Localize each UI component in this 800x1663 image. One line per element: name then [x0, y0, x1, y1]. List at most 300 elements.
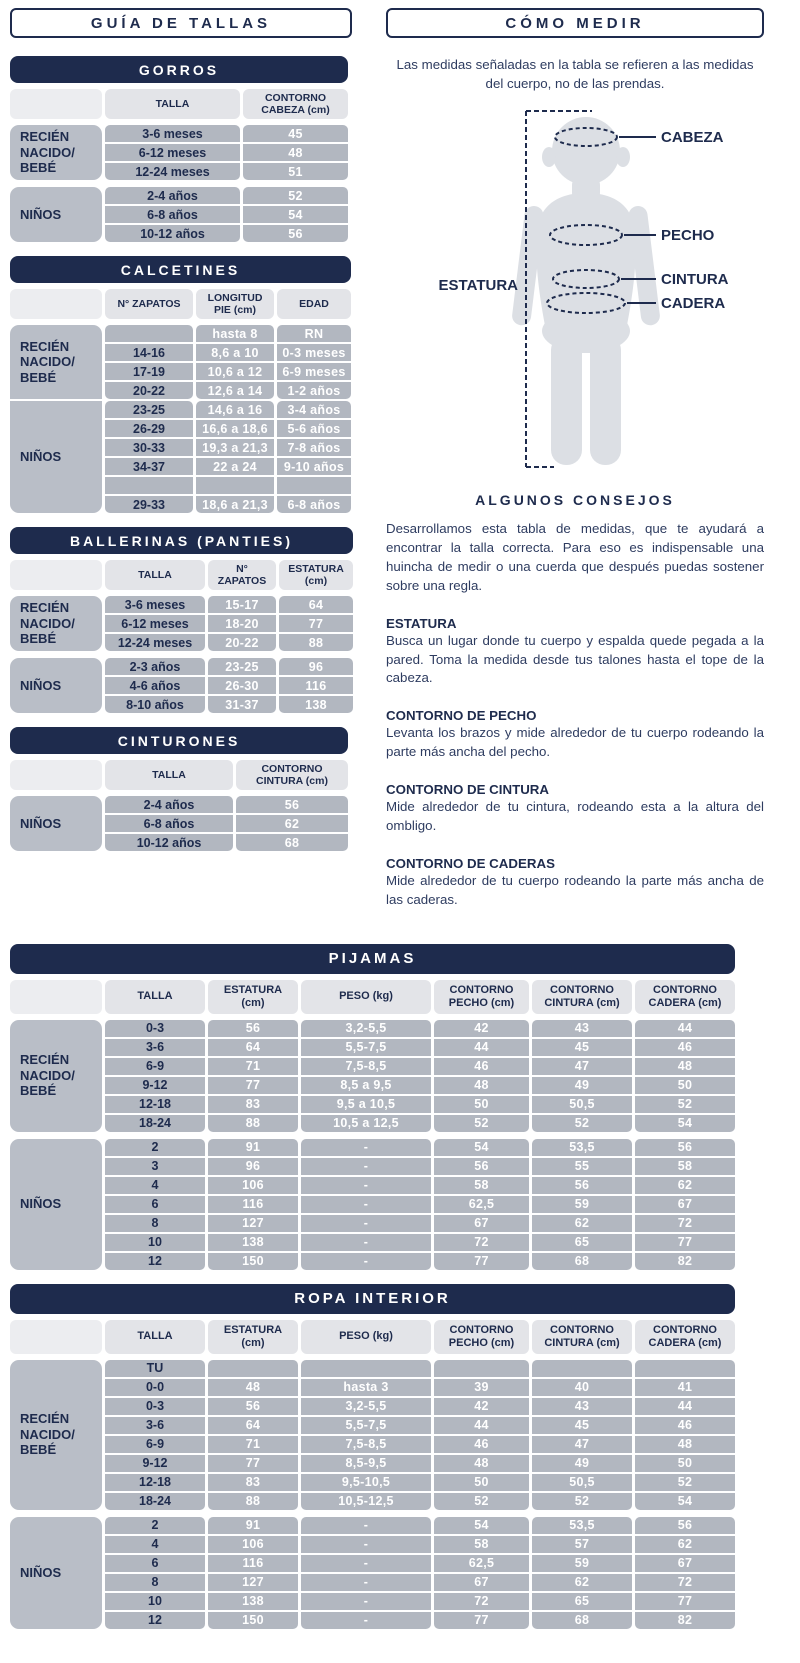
column-header: TALLA	[105, 980, 205, 1014]
cell: 50	[635, 1455, 735, 1472]
cell: 5,5-7,5	[301, 1039, 431, 1056]
cell: 65	[532, 1234, 632, 1251]
cell: 3-4 años	[277, 401, 351, 418]
cell: 45	[243, 125, 348, 142]
cell: 31-37	[208, 696, 276, 713]
cell: 82	[635, 1253, 735, 1270]
cell: 10,5-12,5	[301, 1493, 431, 1510]
column-header: CONTORNO PECHO (cm)	[434, 1320, 529, 1354]
cell: 0-0	[105, 1379, 205, 1396]
cell: 50	[635, 1077, 735, 1094]
cell: 6-9 meses	[277, 363, 351, 380]
cell: 52	[243, 187, 348, 204]
wide-tables	[10, 944, 790, 1629]
cell: 12-18	[105, 1096, 205, 1113]
cell: RN	[277, 325, 351, 342]
cell	[105, 477, 193, 494]
cell: 39	[434, 1379, 529, 1396]
cell: 138	[279, 696, 353, 713]
cell: 88	[208, 1493, 298, 1510]
rows	[105, 796, 348, 851]
rows	[105, 1360, 735, 1510]
cell: 18-20	[208, 615, 276, 632]
cell: 116	[279, 677, 353, 694]
cell: 46	[434, 1058, 529, 1075]
column-header: CONTORNO CINTURA (cm)	[236, 760, 348, 790]
cell: 6	[105, 1555, 205, 1572]
rows	[105, 125, 348, 180]
cell: 68	[236, 834, 348, 851]
rows	[105, 1139, 735, 1270]
cell: 20-22	[208, 634, 276, 651]
cell: 62	[532, 1574, 632, 1591]
cell: 56	[208, 1020, 298, 1037]
row-group	[10, 401, 351, 513]
column-header: TALLA	[105, 1320, 205, 1354]
cell: 46	[635, 1039, 735, 1056]
cell: 30-33	[105, 439, 193, 456]
rows	[105, 187, 348, 242]
cell: 3	[105, 1158, 205, 1175]
group-label: NIÑOS	[10, 1517, 102, 1629]
row-group	[10, 1360, 735, 1510]
cell: 9,5-10,5	[301, 1474, 431, 1491]
cell: 49	[532, 1077, 632, 1094]
cell: 65	[532, 1593, 632, 1610]
cell: 46	[434, 1436, 529, 1453]
cell: 56	[236, 796, 348, 813]
cell: 72	[635, 1215, 735, 1232]
cell: 62,5	[434, 1555, 529, 1572]
cell: 41	[635, 1379, 735, 1396]
table-body	[10, 596, 353, 713]
cell: 50	[434, 1096, 529, 1113]
cell: 3-6 meses	[105, 125, 240, 142]
size-tables	[10, 56, 352, 851]
cell: 12,6 a 14	[196, 382, 274, 399]
rows	[105, 1020, 735, 1132]
table-header-row	[10, 560, 353, 590]
cell: 52	[635, 1096, 735, 1113]
cell: 58	[434, 1177, 529, 1194]
how-to-measure-title: CÓMO MEDIR	[386, 8, 764, 38]
table-body	[10, 1360, 735, 1629]
cell: 77	[635, 1234, 735, 1251]
cell: hasta 8	[196, 325, 274, 342]
cell: 83	[208, 1096, 298, 1113]
cell: 47	[532, 1436, 632, 1453]
cell: 91	[208, 1139, 298, 1156]
tip-contorno-cintura	[386, 782, 764, 836]
cell: 22 a 24	[196, 458, 274, 475]
cell: 48	[635, 1058, 735, 1075]
cell: 67	[434, 1574, 529, 1591]
size-guide-column	[10, 8, 352, 865]
cell: 62	[236, 815, 348, 832]
cell: 2	[105, 1517, 205, 1534]
cell: 42	[434, 1020, 529, 1037]
cell: 59	[532, 1196, 632, 1213]
row-group	[10, 125, 348, 180]
table-title-bar: CALCETINES	[10, 256, 351, 283]
cell: -	[301, 1555, 431, 1572]
cell: 16,6 a 18,6	[196, 420, 274, 437]
cell: 62	[635, 1536, 735, 1553]
how-to-measure-column	[386, 8, 764, 930]
cell	[208, 1360, 298, 1377]
cell: 26-30	[208, 677, 276, 694]
cell: 2-4 años	[105, 796, 233, 813]
cell: 8,5 a 9,5	[301, 1077, 431, 1094]
cell: 50,5	[532, 1096, 632, 1113]
cell: 8	[105, 1574, 205, 1591]
cell: -	[301, 1234, 431, 1251]
cell: 55	[532, 1158, 632, 1175]
column-header: TALLA	[105, 89, 240, 119]
cell: 72	[635, 1574, 735, 1591]
row-group	[10, 658, 353, 713]
cell: 52	[434, 1115, 529, 1132]
tip-heading: CONTORNO DE CINTURA	[386, 782, 550, 798]
measure-intro-text: Las medidas señaladas en la tabla se refieren a las medidas del cuerpo, no de las prendas.	[396, 57, 754, 91]
column-header: TALLA	[105, 760, 233, 790]
cell: 67	[434, 1215, 529, 1232]
group-label: NIÑOS	[10, 187, 102, 242]
cell: 56	[635, 1517, 735, 1534]
size-table-cinturones	[10, 727, 348, 851]
row-group	[10, 796, 348, 851]
cell: 72	[434, 1234, 529, 1251]
cell: 138	[208, 1234, 298, 1251]
cell: 10,5 a 12,5	[301, 1115, 431, 1132]
cell: 96	[279, 658, 353, 675]
tip-heading: CONTORNO DE PECHO	[386, 708, 537, 724]
cell: 18-24	[105, 1493, 205, 1510]
group-label: RECIÉN NACIDO/ BEBÉ	[10, 125, 102, 180]
cell: 20-22	[105, 382, 193, 399]
cell: 54	[635, 1493, 735, 1510]
cell: 26-29	[105, 420, 193, 437]
cell: 82	[635, 1612, 735, 1629]
cell	[105, 325, 193, 342]
size-table-ballerinas	[10, 527, 353, 713]
row-group	[10, 187, 348, 242]
cadera-label: CADERA	[661, 295, 726, 313]
cell: 116	[208, 1196, 298, 1213]
child-silhouette	[511, 117, 661, 465]
cell: 77	[279, 615, 353, 632]
cell	[635, 1360, 735, 1377]
cell: 6-8 años	[105, 815, 233, 832]
cell: 106	[208, 1536, 298, 1553]
cell: 4	[105, 1536, 205, 1553]
cell: 12	[105, 1253, 205, 1270]
size-table-calcetines	[10, 256, 351, 513]
wide-table-ropa-interior	[10, 1284, 735, 1629]
column-header: CONTORNO CINTURA (cm)	[532, 1320, 632, 1354]
tip-heading: ESTATURA	[386, 615, 457, 631]
tip-heading: CONTORNO DE CADERAS	[386, 855, 555, 871]
cell: 17-19	[105, 363, 193, 380]
cell: 2-3 años	[105, 658, 205, 675]
column-header: CONTORNO PECHO (cm)	[434, 980, 529, 1014]
cell: 3-6	[105, 1417, 205, 1434]
cell: 3-6 meses	[105, 596, 205, 613]
cell: 8	[105, 1215, 205, 1232]
cell: 62	[635, 1177, 735, 1194]
cell: 116	[208, 1555, 298, 1572]
column-header: ESTATURA (cm)	[208, 980, 298, 1014]
cell: 5,5-7,5	[301, 1417, 431, 1434]
table-title-bar: CINTURONES	[10, 727, 348, 754]
cell: hasta 3	[301, 1379, 431, 1396]
cell: 56	[208, 1398, 298, 1415]
column-header: PESO (kg)	[301, 1320, 431, 1354]
cell: 62	[532, 1215, 632, 1232]
corner-cell	[10, 560, 102, 590]
table-body	[10, 1020, 735, 1270]
cell	[301, 1360, 431, 1377]
group-label: RECIÉN NACIDO/ BEBÉ	[10, 1360, 102, 1510]
size-guide-title: GUÍA DE TALLAS	[10, 8, 352, 38]
tips-title: ALGUNOS CONSEJOS	[475, 492, 675, 509]
cell: 64	[208, 1417, 298, 1434]
cell: 12	[105, 1612, 205, 1629]
cell: 49	[532, 1455, 632, 1472]
cell: 12-24 meses	[105, 163, 240, 180]
cell: -	[301, 1158, 431, 1175]
cell: 6-9	[105, 1058, 205, 1075]
cell: 52	[635, 1474, 735, 1491]
cabeza-label: CABEZA	[661, 129, 724, 147]
row-group	[10, 596, 353, 651]
group-label: RECIÉN NACIDO/ BEBÉ	[10, 596, 102, 651]
cell: 44	[635, 1020, 735, 1037]
table-title-bar: PIJAMAS	[10, 944, 735, 974]
cell: 0-3 meses	[277, 344, 351, 361]
cell: 72	[434, 1593, 529, 1610]
cell: 44	[635, 1398, 735, 1415]
cell: 3,2-5,5	[301, 1020, 431, 1037]
cell: 12-24 meses	[105, 634, 205, 651]
cell: 18-24	[105, 1115, 205, 1132]
cell: 150	[208, 1253, 298, 1270]
table-title-bar: ROPA INTERIOR	[10, 1284, 735, 1314]
cell: 56	[434, 1158, 529, 1175]
corner-cell	[10, 1320, 102, 1354]
cell: 44	[434, 1417, 529, 1434]
cell: 3,2-5,5	[301, 1398, 431, 1415]
cell: 1-2 años	[277, 382, 351, 399]
cell: 23-25	[208, 658, 276, 675]
cell: 56	[243, 225, 348, 242]
column-header: N° ZAPATOS	[208, 560, 276, 590]
cell: 48	[243, 144, 348, 161]
cell: 12-18	[105, 1474, 205, 1491]
cell: 64	[208, 1039, 298, 1056]
tips-intro: Desarrollamos esta tabla de medidas, que te ayudará a encontrar la talla correcta. Para eso es indispensable una huincha de medir o una cuerda que después puedas sostener sobre una regla.	[386, 521, 764, 593]
cell: 6-8 años	[105, 206, 240, 223]
table-header-row	[10, 289, 351, 319]
cell: -	[301, 1574, 431, 1591]
cell: 67	[635, 1555, 735, 1572]
cell: 6	[105, 1196, 205, 1213]
tip-contorno-pecho	[386, 708, 764, 762]
cell: -	[301, 1612, 431, 1629]
rows	[105, 401, 351, 513]
pecho-label: PECHO	[661, 227, 715, 245]
cell: 48	[208, 1379, 298, 1396]
cell: 2-4 años	[105, 187, 240, 204]
wide-table-pijamas	[10, 944, 735, 1270]
column-header: EDAD	[277, 289, 351, 319]
cell: 150	[208, 1612, 298, 1629]
cell: 77	[635, 1593, 735, 1610]
cell: 7,5-8,5	[301, 1436, 431, 1453]
cell: 10	[105, 1234, 205, 1251]
cell: 43	[532, 1398, 632, 1415]
column-header: CONTORNO CADERA (cm)	[635, 1320, 735, 1354]
cell: -	[301, 1196, 431, 1213]
cell: 7,5-8,5	[301, 1058, 431, 1075]
corner-cell	[10, 760, 102, 790]
cell: 8,5-9,5	[301, 1455, 431, 1472]
cell: 45	[532, 1417, 632, 1434]
cell: 58	[635, 1158, 735, 1175]
top-section	[10, 8, 790, 930]
cell: 48	[635, 1436, 735, 1453]
cell: 45	[532, 1039, 632, 1056]
cell: 19,3 a 21,3	[196, 439, 274, 456]
cell: 67	[635, 1196, 735, 1213]
group-label: NIÑOS	[10, 796, 102, 851]
cell: 127	[208, 1574, 298, 1591]
cell: 53,5	[532, 1139, 632, 1156]
cell: 18,6 a 21,3	[196, 496, 274, 513]
cell: 15-17	[208, 596, 276, 613]
cell: 54	[434, 1517, 529, 1534]
column-header: LONGITUD PIE (cm)	[196, 289, 274, 319]
cell: 52	[434, 1493, 529, 1510]
cell: 47	[532, 1058, 632, 1075]
row-group	[10, 1517, 735, 1629]
cell: 68	[532, 1612, 632, 1629]
corner-cell	[10, 89, 102, 119]
cell: 106	[208, 1177, 298, 1194]
row-group	[10, 325, 351, 399]
rows	[105, 325, 351, 399]
cell: 6-12 meses	[105, 615, 205, 632]
cell: 48	[434, 1455, 529, 1472]
cell: 8,6 a 10	[196, 344, 274, 361]
cell: 88	[208, 1115, 298, 1132]
cell: 138	[208, 1593, 298, 1610]
cell: 44	[434, 1039, 529, 1056]
column-header: CONTORNO CADERA (cm)	[635, 980, 735, 1014]
rows	[105, 658, 353, 713]
table-body	[10, 325, 351, 513]
cell: 57	[532, 1536, 632, 1553]
cintura-label: CINTURA	[661, 271, 729, 289]
cell: -	[301, 1253, 431, 1270]
cell: 91	[208, 1517, 298, 1534]
group-label: RECIÉN NACIDO/ BEBÉ	[10, 325, 102, 399]
cell: 56	[635, 1139, 735, 1156]
cell: 10,6 a 12	[196, 363, 274, 380]
column-header: CONTORNO CABEZA (cm)	[243, 89, 348, 119]
cell: 4-6 años	[105, 677, 205, 694]
tip-body: Mide alrededor de tu cuerpo rodeando la parte más ancha de las caderas.	[386, 872, 764, 907]
cell: 9-12	[105, 1077, 205, 1094]
cell: 58	[434, 1536, 529, 1553]
group-label: NIÑOS	[10, 401, 102, 513]
group-label: NIÑOS	[10, 1139, 102, 1270]
cell: 9,5 a 10,5	[301, 1096, 431, 1113]
column-header: CONTORNO CINTURA (cm)	[532, 980, 632, 1014]
cell: 54	[434, 1139, 529, 1156]
cell: 4	[105, 1177, 205, 1194]
rows	[105, 1517, 735, 1629]
corner-cell	[10, 289, 102, 319]
cell: 53,5	[532, 1517, 632, 1534]
corner-cell	[10, 980, 102, 1014]
tip-body: Busca un lugar donde tu cuerpo y espalda quede pegada a la pared. Toma la medida desde tus talones hasta el tope de la cabeza.	[386, 632, 764, 686]
cell: 51	[243, 163, 348, 180]
cell: 62,5	[434, 1196, 529, 1213]
cell: 52	[532, 1493, 632, 1510]
cell: 77	[434, 1253, 529, 1270]
cell: 64	[279, 596, 353, 613]
column-header: TALLA	[105, 560, 205, 590]
cell: -	[301, 1593, 431, 1610]
cell: 8-10 años	[105, 696, 205, 713]
cell: 52	[532, 1115, 632, 1132]
cell: 59	[532, 1555, 632, 1572]
column-header: ESTATURA (cm)	[208, 1320, 298, 1354]
cell: 127	[208, 1215, 298, 1232]
cell: 50,5	[532, 1474, 632, 1491]
cell: -	[301, 1536, 431, 1553]
cell: 10	[105, 1593, 205, 1610]
tip-body: Mide alrededor de tu cintura, rodeando esta a la altura del ombligo.	[386, 799, 764, 833]
measurement-diagram	[386, 99, 764, 481]
cell: 9-10 años	[277, 458, 351, 475]
table-header-row	[10, 1320, 735, 1354]
cell: 34-37	[105, 458, 193, 475]
cell	[532, 1360, 632, 1377]
cell: 5-6 años	[277, 420, 351, 437]
table-header-row	[10, 89, 348, 119]
cell: 54	[243, 206, 348, 223]
cell: 10-12 años	[105, 225, 240, 242]
table-header-row	[10, 760, 348, 790]
cell: 9-12	[105, 1455, 205, 1472]
tip-body: Levanta los brazos y mide alrededor de tu cuerpo rodeando la parte más ancha del pecho.	[386, 725, 764, 760]
cell: 6-9	[105, 1436, 205, 1453]
cell: 29-33	[105, 496, 193, 513]
tip-estatura	[386, 616, 764, 689]
cell: 46	[635, 1417, 735, 1434]
cell: TU	[105, 1360, 205, 1377]
cell: 23-25	[105, 401, 193, 418]
cell: -	[301, 1215, 431, 1232]
cell: 0-3	[105, 1020, 205, 1037]
cell: 40	[532, 1379, 632, 1396]
cell: -	[301, 1517, 431, 1534]
cell: 7-8 años	[277, 439, 351, 456]
table-title-bar: GORROS	[10, 56, 348, 83]
table-body	[10, 796, 348, 851]
